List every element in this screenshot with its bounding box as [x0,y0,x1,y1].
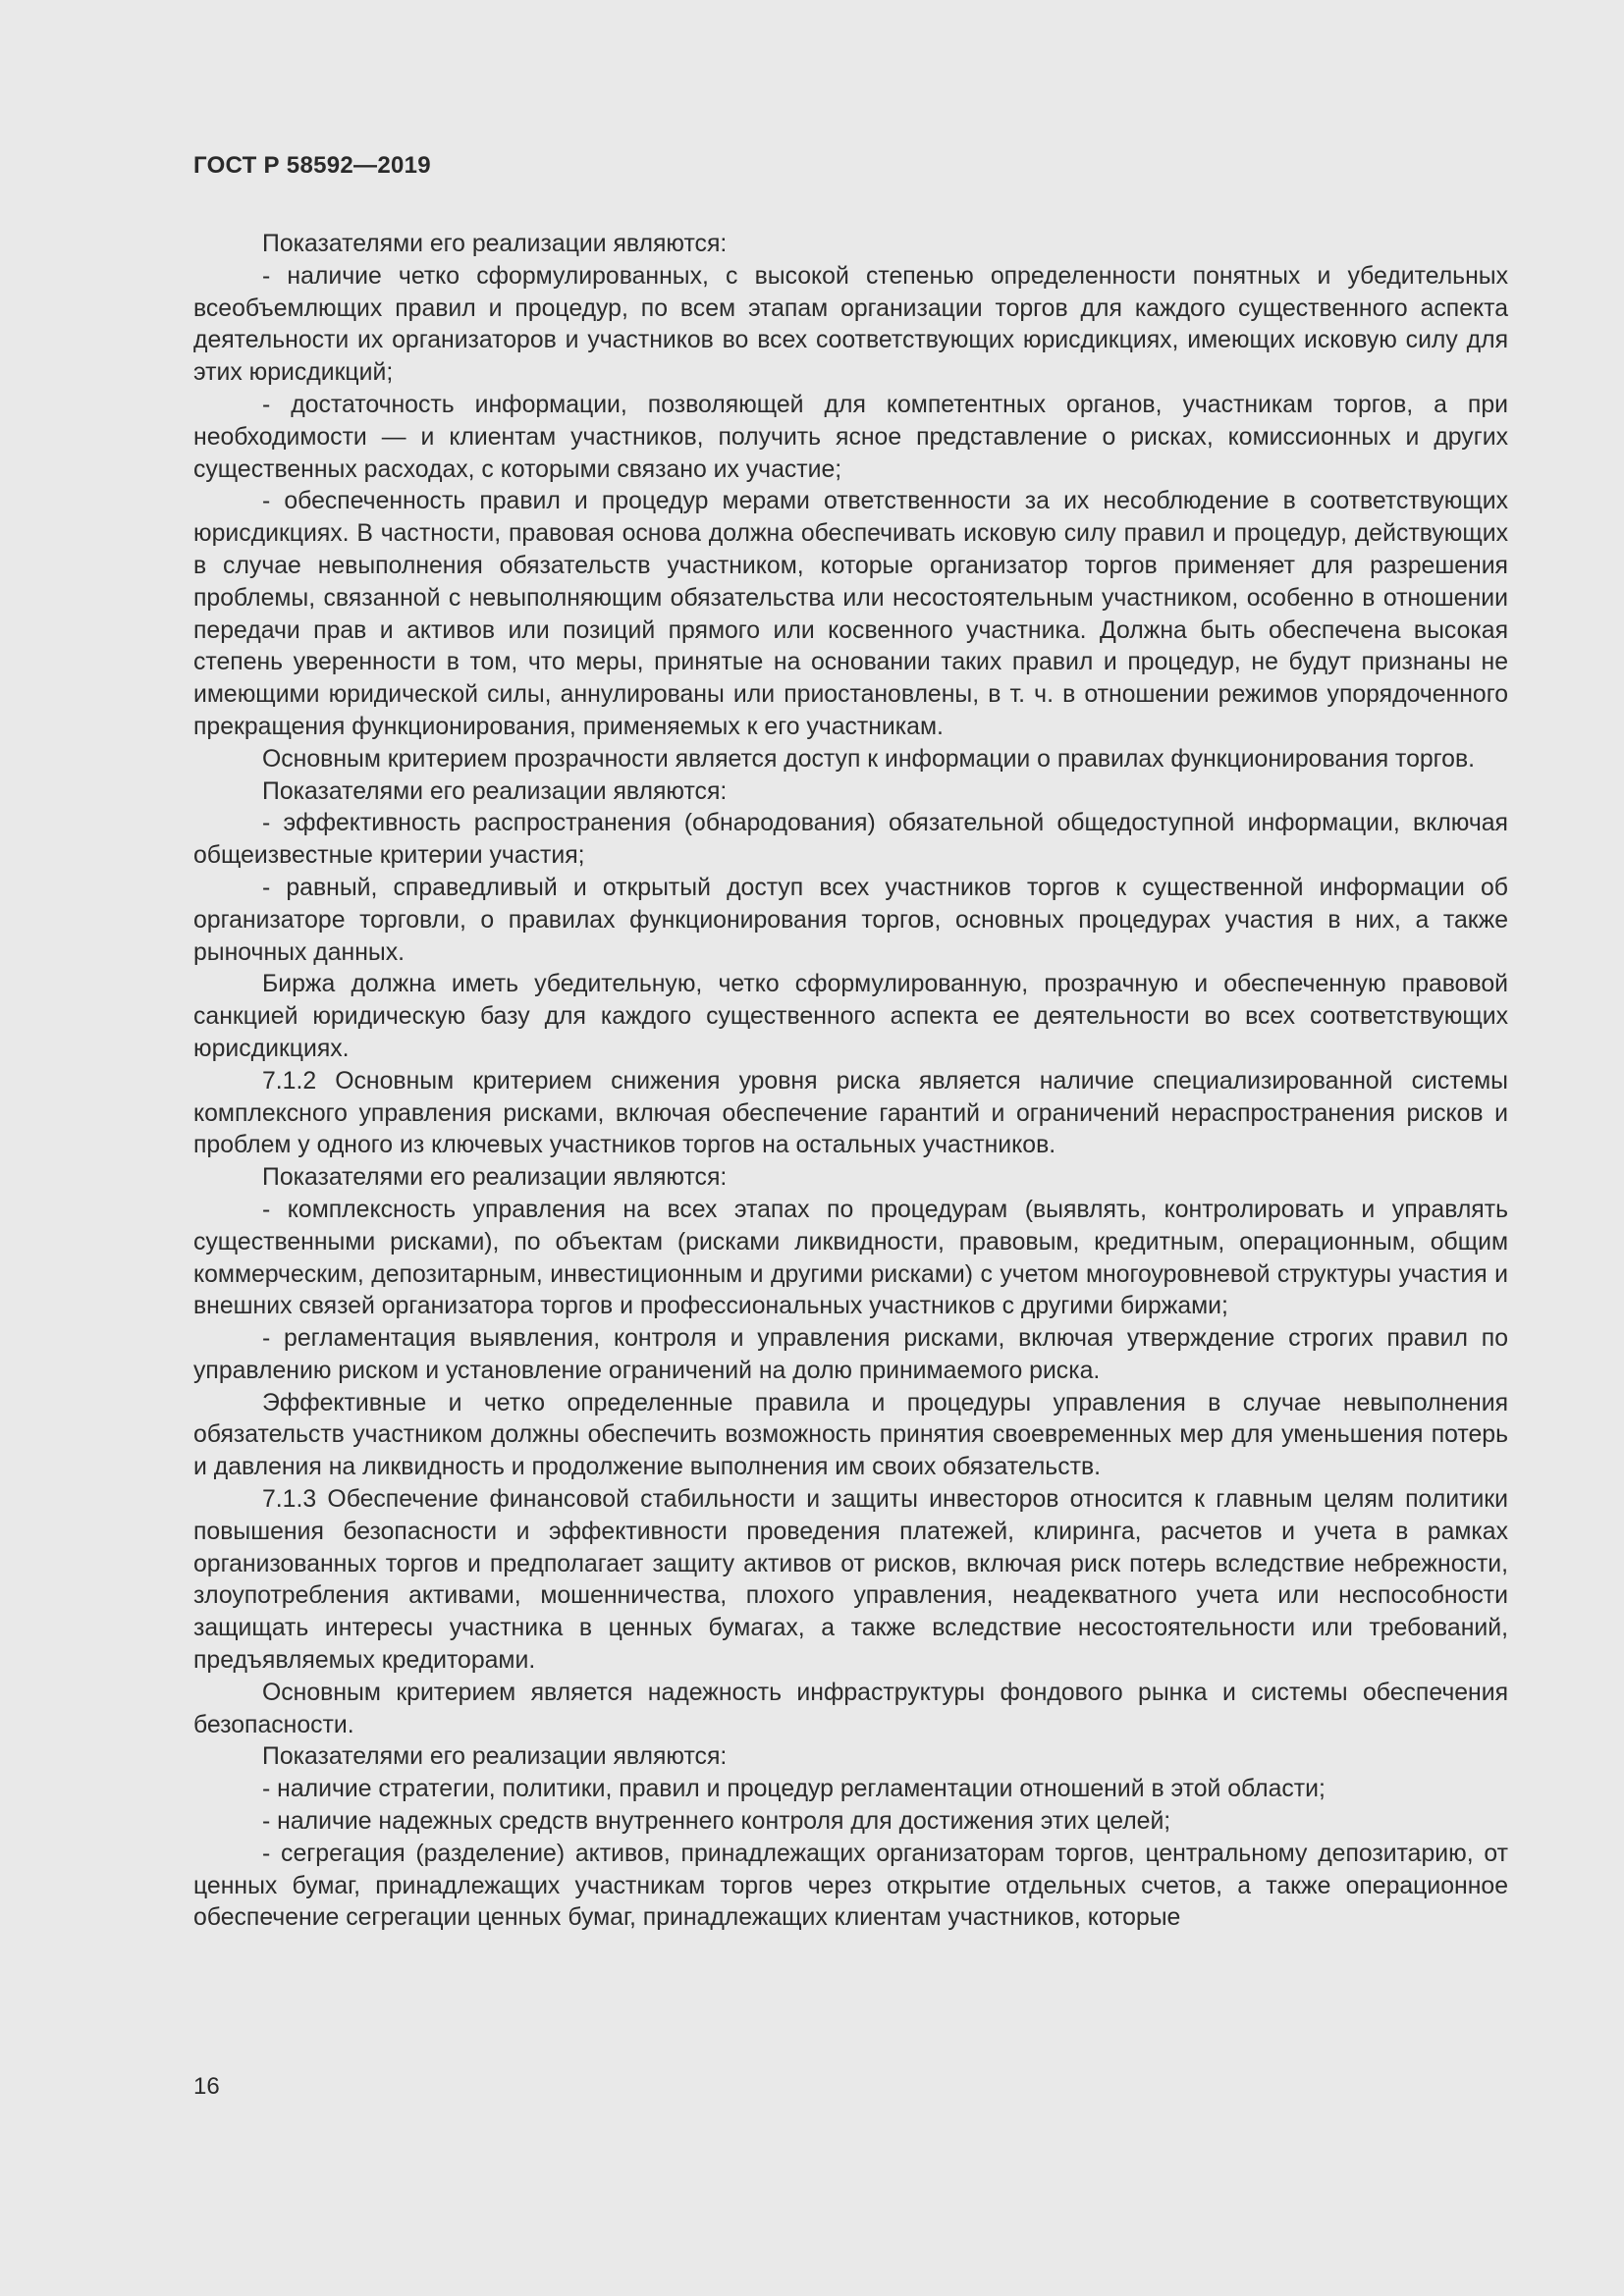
paragraph: - сегрегация (разделение) активов, принадлежащих организаторам торгов, центральному депозитарию, от ценных бумаг, принадлежащих участникам торгов через открытие отдельных счетов, а также операционное обеспечение сегрегации ценных бумаг, принадлежащих клиентам участников, которые [193,1840,1508,1932]
paragraph: 7.1.3 Обеспечение финансовой стабильности и защиты инвесторов относится к главным целям политики повышения безопасности и эффективности проведения платежей, клиринга, расчетов и учета в рамках организованных торгов и предполагает защиту активов от рисков, включая риск потерь вследствие небрежности, злоупотребления активами, мошенничества, плохого управления, неадекватного учета или неспособности защищать интересы участника в ценных бумагах, а также вследствие несостоятельности или требований, предъявляемых кредиторами. [193,1486,1508,1675]
paragraph: Основным критерием прозрачности является доступ к информации о правилах функционирования торгов. [262,745,1476,773]
paragraph: Показателями его реализации являются: [262,231,728,257]
paragraph: - комплексность управления на всех этапах по процедурам (выявлять, контролировать и управлять существенными рисками), по объектам (рисками ликвидности, правовым, кредитным, операционным, общим коммерческим, депозитарным, инвестиционным и другими рисками) с учетом многоуровневой структуры участия и внешних связей организатора торгов и профессиональных участников с другими биржами; [193,1196,1508,1320]
paragraph: - наличие надежных средств внутреннего контроля для достижения этих целей; [262,1808,1171,1836]
paragraph: - равный, справедливый и открытый доступ всех участников торгов к существенной информации об организаторе торговли, о правилах функционирования торгов, основных процедурах участия в них, а также рыночных данных. [193,874,1508,966]
paragraph: - обеспеченность правил и процедур мерами ответственности за их несоблюдение в соответствующих юрисдикциях. В частности, правовая основа должна обеспечивать исковую силу правил и процедур, действующих в случае невыполнения обязательств участником, которые организатор торгов применяет для разрешения проблемы, связанной с невыполняющим обязательства или несостоятельным участником, особенно в отношении передачи прав и активов или позиций прямого или косвенного участника. Должна быть обеспечена высокая степень уверенности в том, что меры, принятые на основании таких правил и процедур, не будут признаны не имеющими юридической силы, аннулированы или приостановлены, в т. ч. в отношении режимов упорядоченного прекращения функционирования, применяемых к его участникам. [193,488,1508,740]
paragraph: 7.1.2 Основным критерием снижения уровня риска является наличие специализированной системы комплексного управления рисками, включая обеспечение гарантий и ограничений нераспространения рисков и проблем у одного из ключевых участников торгов на остальных участников. [193,1067,1508,1159]
document-body [193,229,1508,1935]
paragraph: - наличие стратегии, политики, правил и процедур регламентации отношений в этой области; [262,1776,1326,1803]
document-header: ГОСТ Р 58592—2019 [193,152,431,179]
paragraph: Показателями его реализации являются: [262,777,728,805]
paragraph: - регламентация выявления, контроля и управления рисками, включая утверждение строгих правил по управлению риском и установление ограничений на долю принимаемого риска. [193,1325,1508,1384]
paragraph: - достаточность информации, позволяющей для компетентных органов, участникам торгов, а при необходимости — и клиентам участников, получить ясное представление о рисках, комиссионных и других существенных расходах, с которыми связано их участие; [193,391,1508,483]
page-number: 16 [193,2073,220,2100]
paragraph: Показателями его реализации являются: [262,1164,728,1192]
paragraph: Показателями его реализации являются: [262,1743,728,1771]
paragraph: Биржа должна иметь убедительную, четко сформулированную, прозрачную и обеспеченную правовой санкцией юридическую базу для каждого существенного аспекта ее деятельности во всех соответствующих юрисдикциях. [193,971,1508,1062]
paragraph: - наличие четко сформулированных, с высокой степенью определенности понятных и убедительных всеобъемлющих правил и процедур, по всем этапам организации торгов для каждого существенного аспекта деятельности их организаторов и участников во всех соответствующих юрисдикциях, имеющих исковую силу для этих юрисдикций; [193,262,1508,387]
paragraph: Основным критерием является надежность инфраструктуры фондового рынка и системы обеспечения безопасности. [193,1679,1508,1738]
paragraph: Эффективные и четко определенные правила и процедуры управления в случае невыполнения обязательств участником должны обеспечить возможность принятия своевременных мер для уменьшения потерь и давления на ликвидность и продолжение выполнения им своих обязательств. [193,1389,1508,1481]
paragraph: - эффективность распространения (обнародования) обязательной общедоступной информации, включая общеизвестные критерии участия; [193,810,1508,870]
